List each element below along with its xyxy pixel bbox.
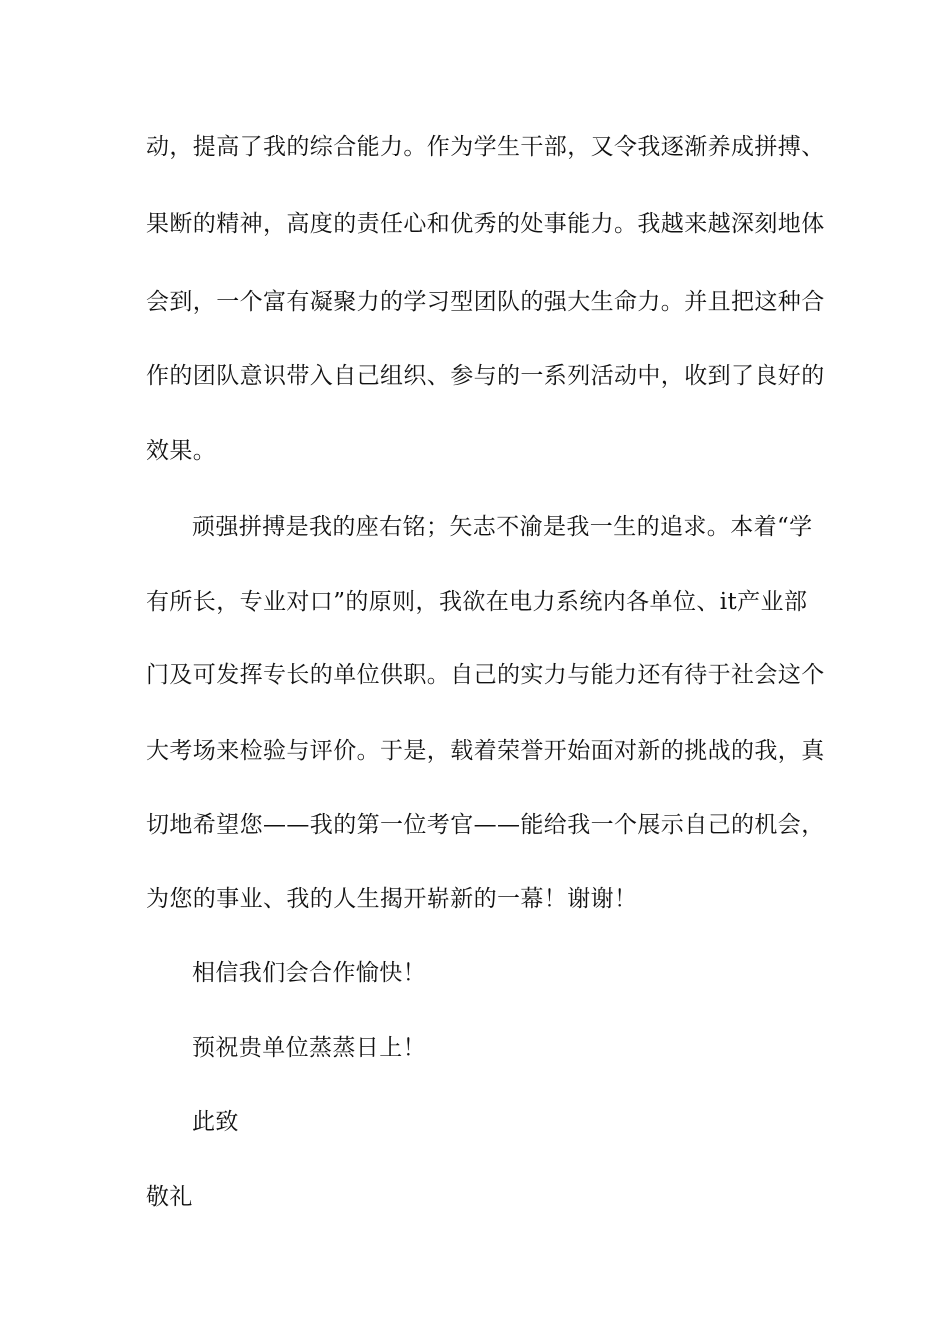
- paragraph-2-line-6: 为您的事业、我的人生揭开崭新的一幕！谢谢！: [146, 886, 638, 912]
- closing-wish-2: 预祝贵单位蒸蒸日上！: [192, 1035, 426, 1061]
- paragraph-2-line-3: 门及可发挥专长的单位供职。自己的实力与能力还有待于社会这个: [146, 662, 825, 688]
- paragraph-1-line-1: 动，提高了我的综合能力。作为学生干部，又令我逐渐养成拼搏、: [146, 134, 825, 160]
- closing-wish-1: 相信我们会合作愉快！: [192, 960, 426, 986]
- paragraph-2-line-1: 顽强拼搏是我的座右铭；矢志不渝是我一生的追求。本着“学: [192, 514, 813, 540]
- closing-regards: 敬礼: [146, 1184, 193, 1210]
- paragraph-2-line-4: 大考场来检验与评价。于是，载着荣誉开始面对新的挑战的我，真: [146, 738, 825, 764]
- closing-salutation: 此致: [192, 1109, 239, 1135]
- paragraph-2-line-5: 切地希望您——我的第一位考官——能给我一个展示自己的机会，: [146, 812, 825, 838]
- paragraph-1-line-5: 效果。: [146, 438, 217, 464]
- paragraph-2-line-2: 有所长，专业对口”的原则，我欲在电力系统内各单位、it产业部: [146, 589, 808, 615]
- paragraph-1-line-4: 作的团队意识带入自己组织、参与的一系列活动中，收到了良好的: [146, 363, 825, 389]
- paragraph-1-line-3: 会到，一个富有凝聚力的学习型团队的强大生命力。并且把这种合: [146, 289, 825, 315]
- paragraph-1-line-2: 果断的精神，高度的责任心和优秀的处事能力。我越来越深刻地体: [146, 211, 825, 237]
